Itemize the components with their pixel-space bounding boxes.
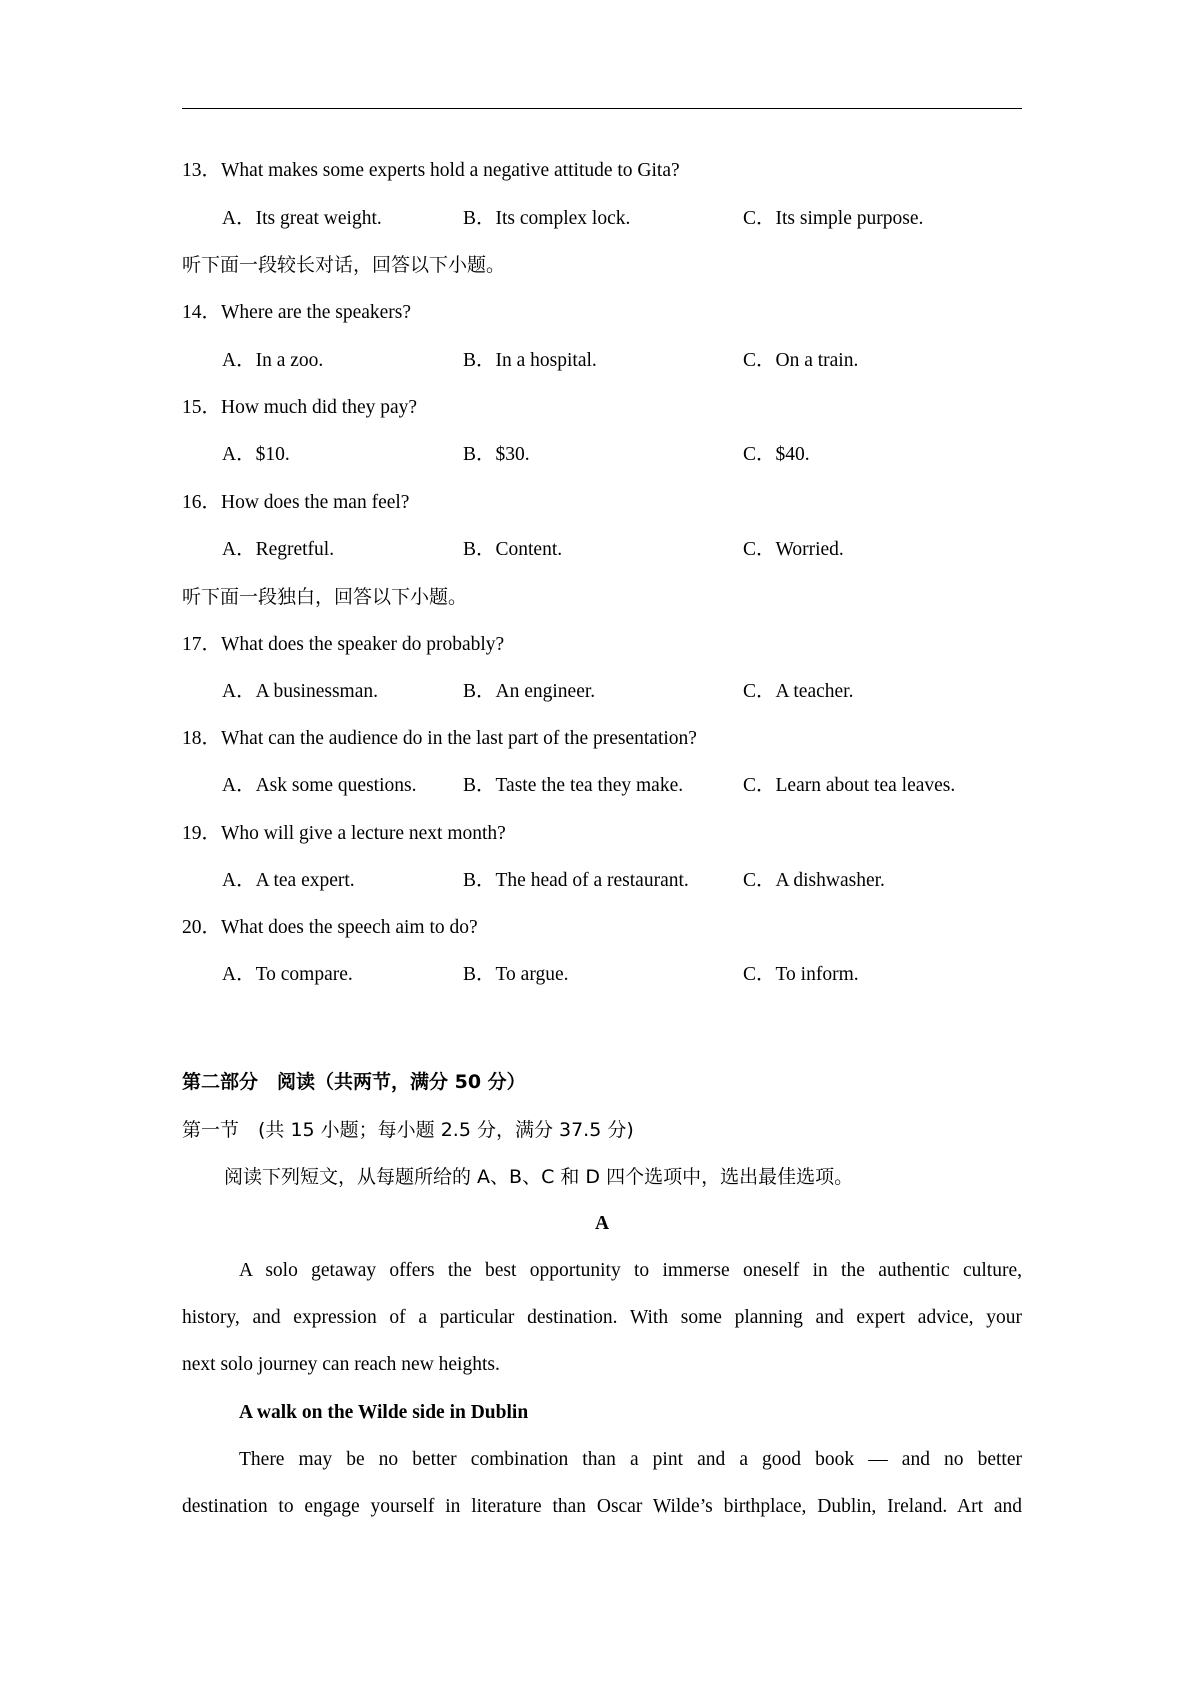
question-14: 14．Where are the speakers?: [182, 302, 412, 323]
body-line-2: destination to engage yourself in literature than Oscar Wilde’s birthplace, Dublin, Ireland. Art and: [182, 1496, 1022, 1517]
q17-option-b: B．An engineer.: [463, 681, 596, 702]
intro-line-3: next solo journey can reach new heights.: [182, 1354, 500, 1375]
section1-heading: 第一节 (共 15 小题；每小题 2.5 分，满分 37.5 分): [182, 1119, 634, 1141]
q18-option-c: C．Learn about tea leaves.: [743, 775, 956, 796]
intro-line-2: history, and expression of a particular destination. With some planning and expert advice, your: [182, 1307, 1022, 1328]
intro-paragraph: [182, 1247, 1022, 1388]
part2-heading: 第二部分 阅读（共两节，满分 50 分）: [182, 1071, 526, 1093]
question-20: 20．What does the speech aim to do?: [182, 917, 478, 938]
q15-option-c: C．$40.: [743, 444, 810, 465]
q14-option-a: A．In a zoo.: [222, 350, 324, 371]
intro-line-1: A solo getaway offers the best opportunity to immerse oneself in the authentic culture,: [239, 1260, 1022, 1281]
q20-option-b: B．To argue.: [463, 964, 569, 985]
q16-option-c: C．Worried.: [743, 539, 844, 560]
q19-option-b: B．The head of a restaurant.: [463, 870, 689, 891]
passage-label: A: [594, 1213, 610, 1234]
question-18: 18．What can the audience do in the last part of the presentation?: [182, 728, 697, 749]
body-line-1: There may be no better combination than a pint and a good book — and no better: [239, 1449, 1022, 1470]
q20-option-a: A．To compare.: [222, 964, 353, 985]
q14-option-c: C．On a train.: [743, 350, 859, 371]
question-17: 17．What does the speaker do probably?: [182, 634, 505, 655]
q16-option-b: B．Content.: [463, 539, 563, 560]
q20-option-c: C．To inform.: [743, 964, 859, 985]
q18-option-b: B．Taste the tea they make.: [463, 775, 684, 796]
q13-option-a: A．Its great weight.: [222, 208, 382, 229]
dialogue-instruction: 听下面一段较长对话，回答以下小题。: [182, 254, 506, 276]
q13-option-b: B．Its complex lock.: [463, 208, 631, 229]
question-13: 13．What makes some experts hold a negative attitude to Gita?: [182, 160, 680, 181]
header-rule: [182, 108, 1022, 109]
question-16: 16．How does the man feel?: [182, 492, 410, 513]
monologue-instruction: 听下面一段独白，回答以下小题。: [182, 586, 468, 608]
q17-option-a: A．A businessman.: [222, 681, 379, 702]
q19-option-a: A．A tea expert.: [222, 870, 355, 891]
q14-option-b: B．In a hospital.: [463, 350, 597, 371]
reading-directions: 阅读下列短文，从每题所给的 A、B、C 和 D 四个选项中，选出最佳选项。: [224, 1166, 854, 1188]
q15-option-b: B．$30.: [463, 444, 530, 465]
question-19: 19．Who will give a lecture next month?: [182, 823, 506, 844]
q19-option-c: C．A dishwasher.: [743, 870, 885, 891]
q17-option-c: C．A teacher.: [743, 681, 854, 702]
subheading: A walk on the Wilde side in Dublin: [239, 1402, 529, 1423]
q18-option-a: A．Ask some questions.: [222, 775, 417, 796]
q13-option-c: C．Its simple purpose.: [743, 208, 924, 229]
body-paragraph: [182, 1436, 1022, 1530]
q16-option-a: A．Regretful.: [222, 539, 335, 560]
q15-option-a: A．$10.: [222, 444, 290, 465]
question-15: 15．How much did they pay?: [182, 397, 418, 418]
